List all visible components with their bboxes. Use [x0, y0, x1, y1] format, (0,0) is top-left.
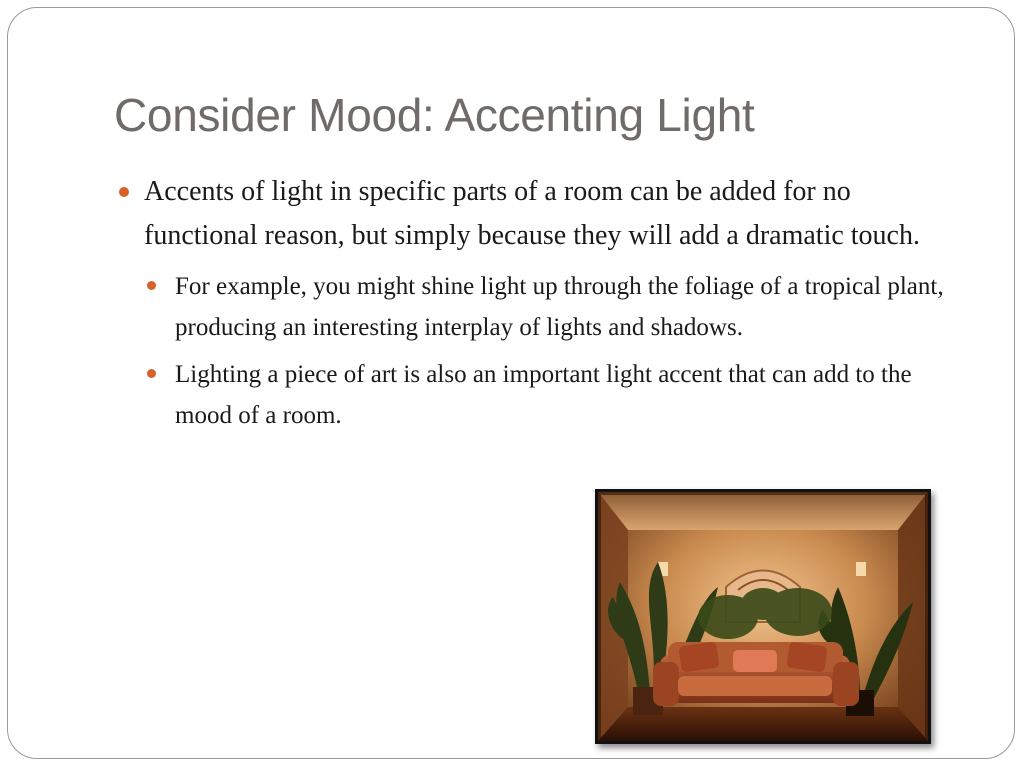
sub-bullet-1-text: For example, you might shine light up through the foliage of a tropical plant, producing an interesting interplay of lights and shadows. [175, 273, 944, 341]
room-photo [595, 489, 931, 744]
bullet-dot-icon [119, 187, 129, 197]
room-photo-illustration [598, 492, 928, 741]
bullet-1-text: Accents of light in specific parts of a room can be added for no functional reason, but simply because they will add a dramatic touch. [144, 176, 920, 251]
bullet-1 [114, 170, 950, 258]
slide-title: Consider Mood: Accenting Light [114, 89, 755, 141]
sub-bullet-2 [144, 354, 955, 436]
sub-bullet-1 [144, 266, 955, 348]
sub-bullet-2-text: Lighting a piece of art is also an important light accent that can add to the mood of a room. [175, 361, 912, 429]
bullet-dot-icon [147, 369, 156, 378]
bullet-dot-icon [147, 281, 156, 290]
slide-body [114, 170, 964, 442]
slide [7, 7, 1015, 759]
